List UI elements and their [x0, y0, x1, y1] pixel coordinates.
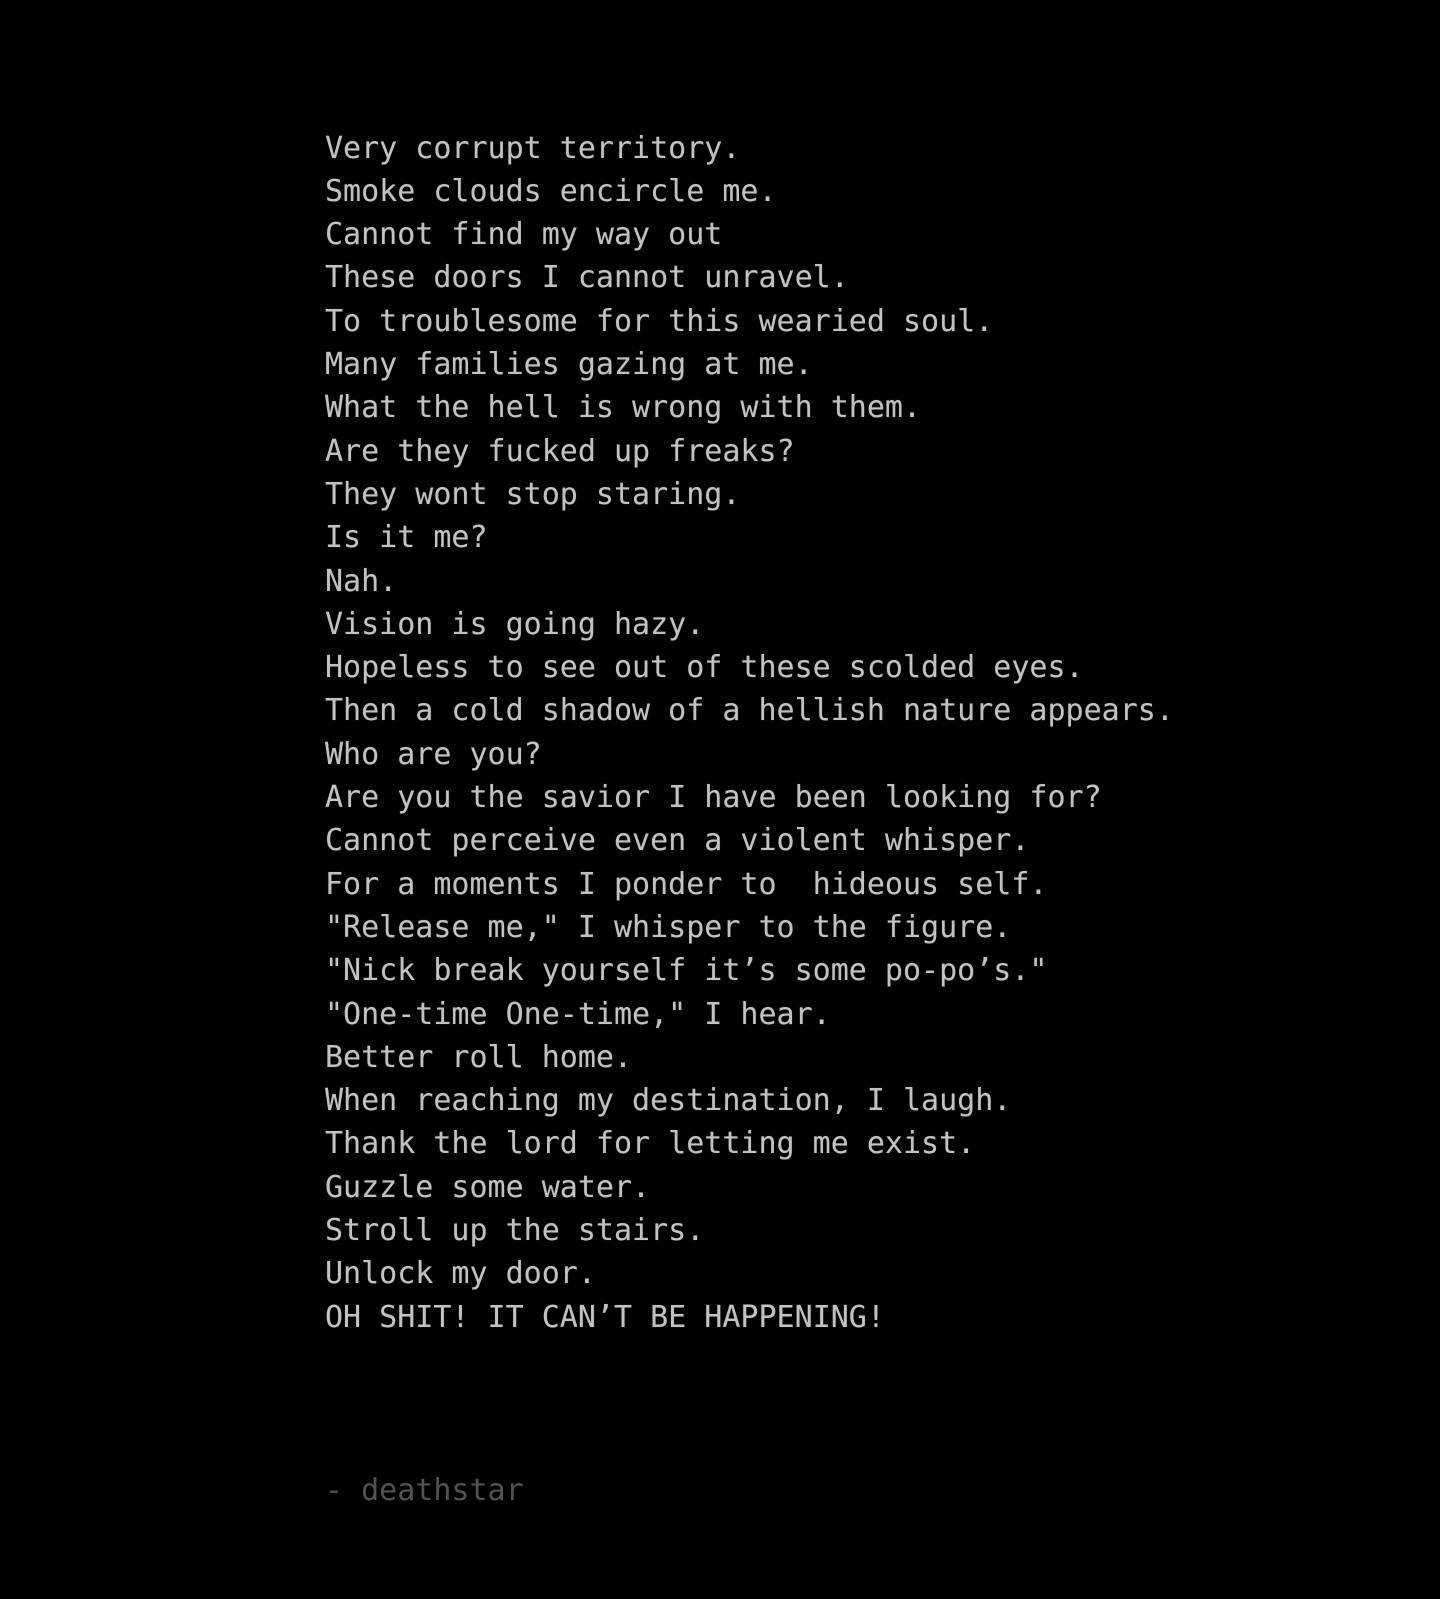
poem-line: Cannot find my way out	[325, 217, 723, 253]
poem-signature: - deathstar	[325, 1472, 524, 1508]
poem-line: What the hell is wrong with them.	[325, 390, 922, 426]
poem-line: Who are you?	[325, 736, 542, 772]
poem-line: Smoke clouds encircle me.	[325, 173, 777, 209]
poem-line: Guzzle some water.	[325, 1169, 651, 1205]
poem-line: "Release me," I whisper to the figure.	[325, 909, 1012, 945]
poem-line: Vision is going hazy.	[325, 606, 705, 642]
poem-line: Very corrupt territory.	[325, 130, 741, 166]
poem-line: To troublesome for this wearied soul.	[325, 303, 994, 339]
poem-line: Is it me?	[325, 520, 488, 556]
poem-line: Hopeless to see out of these scolded eyes.	[325, 650, 1084, 686]
poem-line: Thank the lord for letting me exist.	[325, 1126, 976, 1162]
poem-line: Nah.	[325, 563, 398, 599]
poem-line: Are you the savior I have been looking for?	[325, 780, 1102, 816]
poem-line: "One-time One-time," I hear.	[325, 996, 831, 1032]
poem-text-block	[325, 40, 1174, 1599]
poem-line: OH SHIT! IT CAN’T BE HAPPENING!	[325, 1299, 885, 1335]
poem-line: They wont stop staring.	[325, 476, 741, 512]
poem-line: Stroll up the stairs.	[325, 1213, 705, 1249]
poem-lines	[325, 127, 1174, 1339]
poem-line: When reaching my destination, I laugh.	[325, 1083, 1012, 1119]
poem-line: "Nick break yourself it’s some po-po’s."	[325, 953, 1048, 989]
poem-line: Are they fucked up freaks?	[325, 433, 795, 469]
poem-line: Cannot perceive even a violent whisper.	[325, 823, 1030, 859]
poem-line: Then a cold shadow of a hellish nature appears.	[325, 693, 1174, 729]
poem-line: Better roll home.	[325, 1039, 633, 1075]
poem-line: Unlock my door.	[325, 1256, 596, 1292]
poem-line: These doors I cannot unravel.	[325, 260, 849, 296]
poem-line: For a moments I ponder to hideous self.	[325, 866, 1048, 902]
poem-line: Many families gazing at me.	[325, 347, 813, 383]
